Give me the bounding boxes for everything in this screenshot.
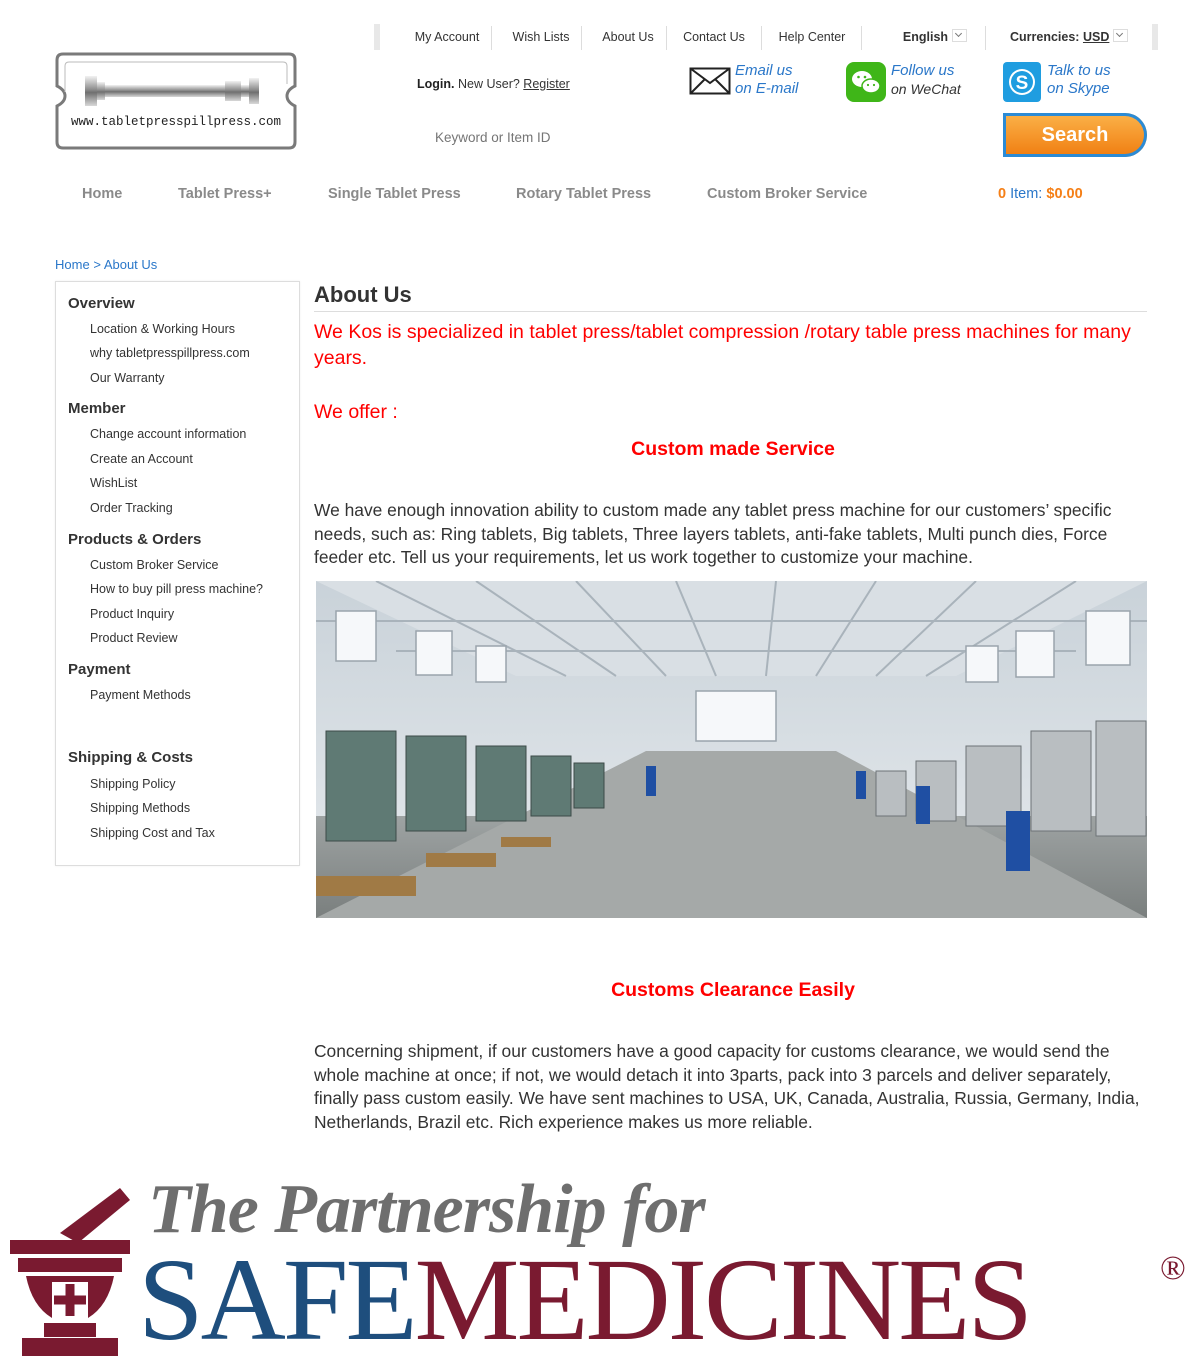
sidebar-heading-products: Products & Orders <box>68 531 202 548</box>
sidebar-item-shipping-cost[interactable]: Shipping Cost and Tax <box>90 826 215 840</box>
sidebar-item-custom-broker[interactable]: Custom Broker Service <box>90 558 219 572</box>
sidebar-item-warranty[interactable]: Our Warranty <box>90 371 165 385</box>
login-link[interactable]: Login. <box>417 77 455 91</box>
sidebar-item-change-account[interactable]: Change account information <box>90 427 247 441</box>
sidebar-item-product-review[interactable]: Product Review <box>90 631 178 645</box>
divider <box>666 26 667 50</box>
wechat-contact[interactable] <box>846 62 886 107</box>
nav-single-tablet-press[interactable]: Single Tablet Press <box>328 186 461 202</box>
email-line1: Email us <box>735 62 793 79</box>
sidebar <box>55 281 300 866</box>
sidebar-heading-shipping: Shipping & Costs <box>68 749 193 766</box>
customs-paragraph: Concerning shipment, if our customers have a good capacity for customs clearance, we would send the whole machine at once; if not, we would detach it into 3parts, pack into 3 parcels and deliver separately, finally pass custom easily. We have sent machines to USA, UK, Canada, Australia, Russia, Germany, India, Netherlands, Brazil etc. Rich experience makes us more reliable. <box>314 1041 1140 1132</box>
partnership-text: The Partnership for <box>148 1171 705 1248</box>
svg-text:S: S <box>1015 73 1029 94</box>
factory-photo <box>316 581 1147 918</box>
medicines-text: MEDICINES <box>414 1234 1030 1365</box>
my-account-link[interactable]: My Account <box>414 30 480 44</box>
about-us-link[interactable]: About Us <box>602 30 654 44</box>
sidebar-item-how-to-buy[interactable]: How to buy pill press machine? <box>90 582 263 596</box>
registered-mark: ® <box>1160 1250 1186 1287</box>
language-value: English <box>902 30 949 44</box>
search-input[interactable] <box>433 126 857 148</box>
breadcrumb <box>55 257 157 272</box>
sidebar-heading-payment: Payment <box>68 661 131 678</box>
nav-rotary-tablet-press[interactable]: Rotary Tablet Press <box>516 186 652 202</box>
login-area <box>417 77 570 91</box>
chevron-down-icon <box>952 29 967 42</box>
sidebar-item-location[interactable]: Location & Working Hours <box>90 322 235 336</box>
page-title: About Us <box>314 282 412 307</box>
section-heading-custom: Custom made Service <box>631 438 835 460</box>
email-line2: on E-mail <box>735 80 799 97</box>
wish-lists-link[interactable]: Wish Lists <box>512 30 570 44</box>
sidebar-item-shipping-policy[interactable]: Shipping Policy <box>90 777 176 791</box>
language-selector[interactable] <box>900 24 970 50</box>
sidebar-item-payment-methods[interactable]: Payment Methods <box>90 688 191 702</box>
contact-us-link[interactable]: Contact Us <box>683 30 745 44</box>
pill-press-logo-icon <box>55 52 297 150</box>
sidebar-item-wishlist[interactable]: WishList <box>90 476 138 490</box>
sidebar-item-order-tracking[interactable]: Order Tracking <box>90 501 173 515</box>
envelope-icon <box>689 67 731 95</box>
factory-image <box>316 581 1147 918</box>
breadcrumb-current: About Us <box>103 257 158 272</box>
divider <box>491 26 492 50</box>
divider <box>761 26 762 50</box>
breadcrumb-separator: > <box>93 257 101 272</box>
cart-summary[interactable] <box>998 186 1083 202</box>
wechat-icon <box>846 62 886 102</box>
custom-service-paragraph: We have enough innovation ability to custom made any tablet press machine for our customers’ specific needs, such as: Ring tablets, Big tablets, Three layers tablets, anti-fake tablets, Multi punch dies, Force feeder etc. Tell us your requirements, let us work together to customize your machine. <box>314 500 1112 567</box>
intro-text: We Kos is specialized in tablet press/tablet compression /rotary table press machines for many years. <box>314 321 1131 369</box>
email-contact[interactable] <box>689 67 731 100</box>
skype-icon <box>1003 62 1041 102</box>
register-link[interactable]: Register <box>523 77 570 91</box>
help-center-link[interactable]: Help Center <box>778 30 846 44</box>
sidebar-item-product-inquiry[interactable]: Product Inquiry <box>90 607 175 621</box>
divider <box>581 26 582 50</box>
cart-count: 0 <box>998 186 1007 202</box>
currency-selector[interactable] <box>1010 24 1140 50</box>
nav-home[interactable]: Home <box>82 186 123 202</box>
currency-value: USD <box>1082 30 1110 44</box>
offer-text: We offer : <box>314 401 398 423</box>
sidebar-item-shipping-methods[interactable]: Shipping Methods <box>90 801 191 815</box>
cart-item-label: Item: <box>1010 186 1043 202</box>
wechat-line1: Follow us <box>891 62 955 79</box>
cart-total: $0.00 <box>1046 186 1083 202</box>
divider <box>985 26 986 50</box>
site-logo[interactable] <box>55 52 297 150</box>
breadcrumb-home[interactable]: Home <box>55 257 90 272</box>
search-button[interactable]: Search <box>1003 113 1147 157</box>
sidebar-heading-member: Member <box>68 400 126 417</box>
email-contact-text[interactable] <box>735 62 798 98</box>
skype-contact[interactable] <box>1003 62 1041 107</box>
skype-contact-text[interactable] <box>1047 62 1111 98</box>
logo-url-text: www.tabletpresspillpress.com <box>70 115 282 129</box>
section-heading-customs: Customs Clearance Easily <box>611 979 855 1001</box>
new-user-label: New User? <box>457 77 520 91</box>
safe-text: SAFE <box>138 1234 415 1365</box>
divider <box>861 26 862 50</box>
wechat-contact-text[interactable] <box>891 62 961 98</box>
nav-custom-broker-service[interactable]: Custom Broker Service <box>707 186 868 202</box>
skype-line2: on Skype <box>1047 80 1110 97</box>
currencies-label: Currencies: <box>1010 30 1080 44</box>
wechat-line2: on WeChat <box>891 81 961 97</box>
nav-tablet-press[interactable]: Tablet Press+ <box>178 186 272 202</box>
safe-medicines-wordmark <box>138 1234 1030 1365</box>
sidebar-heading-overview: Overview <box>68 295 135 312</box>
sidebar-item-create-account[interactable]: Create an Account <box>90 452 193 466</box>
skype-line1: Talk to us <box>1047 62 1111 79</box>
sidebar-item-why[interactable]: why tabletpresspillpress.com <box>90 346 250 360</box>
top-utility-bar <box>374 24 1158 50</box>
safe-medicines-logo <box>0 1171 1200 1365</box>
title-divider <box>314 311 1147 312</box>
chevron-down-icon <box>1113 29 1128 42</box>
